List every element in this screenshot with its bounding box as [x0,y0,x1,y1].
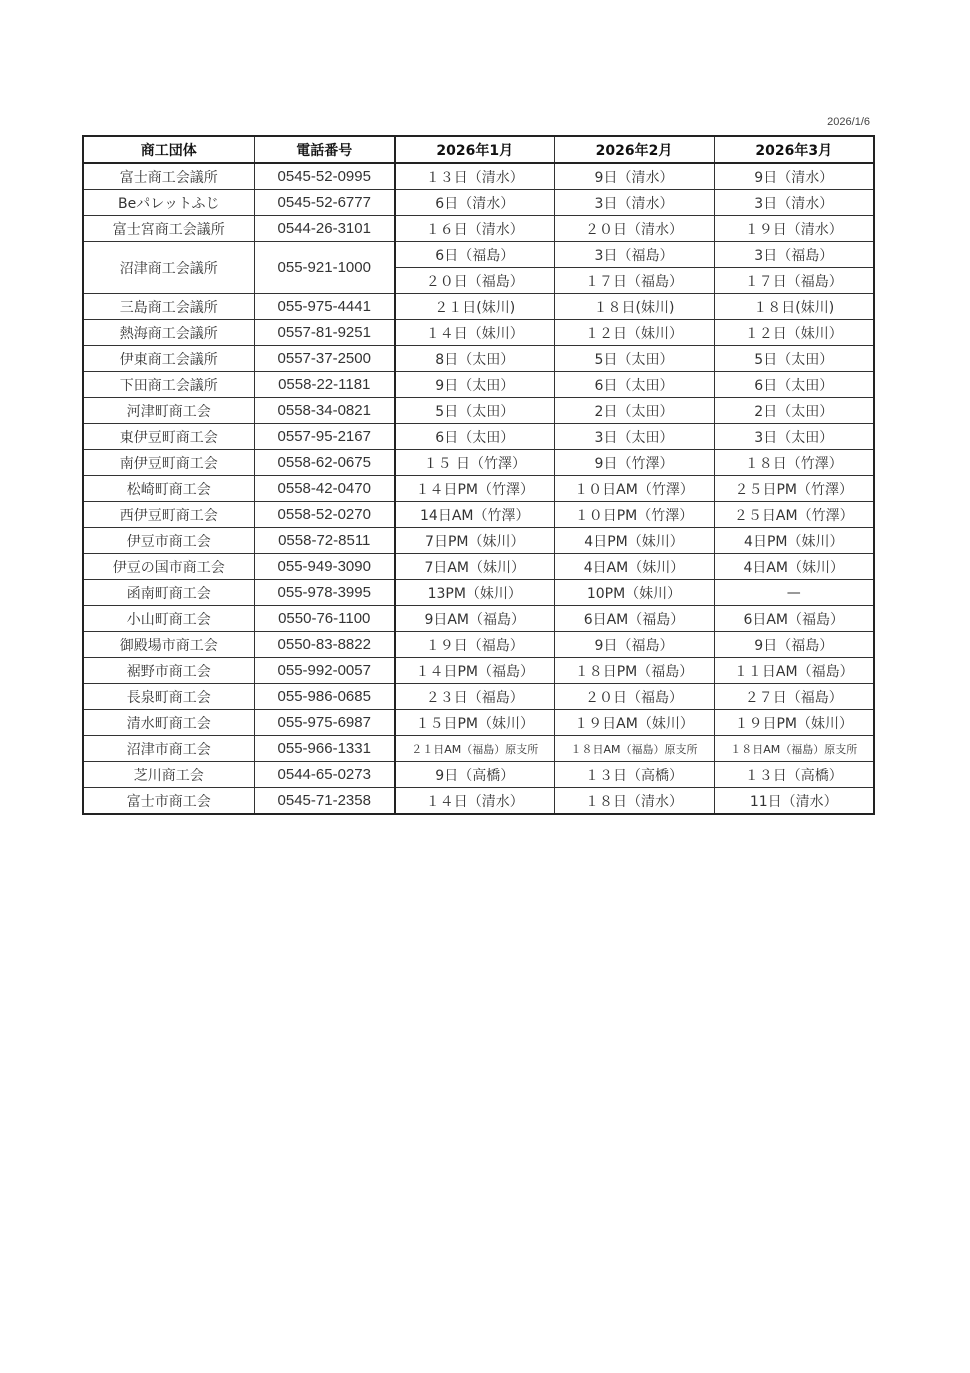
phone-cell: 055-975-6987 [254,710,395,736]
feb-cell: １９日AM（妹川） [554,710,714,736]
mar-cell: 9日（福島） [714,632,874,658]
jan-cell: ２０日（福島） [395,268,554,294]
header-organization: 商工団体 [83,136,254,163]
table-row [83,424,874,450]
table-row [83,450,874,476]
organization-cell: 西伊豆町商工会 [83,502,254,528]
feb-cell: 9日（清水） [554,163,714,190]
feb-cell: １７日（福島） [554,268,714,294]
phone-cell: 055-921-1000 [254,242,395,294]
feb-cell: 5日（太田） [554,346,714,372]
table-row [83,242,874,268]
feb-cell: １８日（清水） [554,788,714,815]
mar-cell: １１日AM（福島） [714,658,874,684]
jan-cell: 8日（太田） [395,346,554,372]
organization-cell: Beパレットふじ [83,190,254,216]
organization-cell: 伊豆市商工会 [83,528,254,554]
document-date: 2026/1/6 [827,116,870,128]
feb-cell: 3日（清水） [554,190,714,216]
jan-cell: １４日（清水） [395,788,554,815]
phone-cell: 0558-62-0675 [254,450,395,476]
table-header-row [83,136,874,163]
mar-cell: １８日AM（福島）原支所 [714,736,874,762]
phone-cell: 0557-37-2500 [254,346,395,372]
table-row [83,372,874,398]
mar-cell: 2日（太田） [714,398,874,424]
table-row [83,190,874,216]
organization-cell: 富士商工会議所 [83,163,254,190]
phone-cell: 0545-52-6777 [254,190,395,216]
jan-cell: 9日AM（福島） [395,606,554,632]
feb-cell: 6日（太田） [554,372,714,398]
phone-cell: 0558-42-0470 [254,476,395,502]
organization-cell: 清水町商工会 [83,710,254,736]
phone-cell: 0550-76-1100 [254,606,395,632]
jan-cell: 6日（清水） [395,190,554,216]
table-row [83,658,874,684]
mar-cell: 4日AM（妹川） [714,554,874,580]
feb-cell: １２日（妹川） [554,320,714,346]
feb-cell: １３日（高橋） [554,762,714,788]
organization-cell: 河津町商工会 [83,398,254,424]
phone-cell: 055-992-0057 [254,658,395,684]
jan-cell: １６日（清水） [395,216,554,242]
organization-cell: 小山町商工会 [83,606,254,632]
organization-cell: 南伊豆町商工会 [83,450,254,476]
mar-cell: 6日（太田） [714,372,874,398]
feb-cell: 9日（福島） [554,632,714,658]
jan-cell: 6日（福島） [395,242,554,268]
phone-cell: 055-966-1331 [254,736,395,762]
jan-cell: １４日PM（福島） [395,658,554,684]
jan-cell: 7日PM（妹川） [395,528,554,554]
mar-cell: 11日（清水） [714,788,874,815]
mar-cell: 3日（清水） [714,190,874,216]
organization-cell: 沼津市商工会 [83,736,254,762]
table-row [83,476,874,502]
organization-cell: 富士市商工会 [83,788,254,815]
organization-cell: 松崎町商工会 [83,476,254,502]
feb-cell: １８日AM（福島）原支所 [554,736,714,762]
schedule-table [82,135,875,815]
mar-cell: — [714,580,874,606]
phone-cell: 055-949-3090 [254,554,395,580]
jan-cell: ２３日（福島） [395,684,554,710]
table-row [83,580,874,606]
jan-cell: １４日（妹川） [395,320,554,346]
jan-cell: 9日（高橋） [395,762,554,788]
mar-cell: １８日(妹川) [714,294,874,320]
phone-cell: 055-986-0685 [254,684,395,710]
table-row [83,554,874,580]
jan-cell: １４日PM（竹澤） [395,476,554,502]
jan-cell: １９日（福島） [395,632,554,658]
phone-cell: 0550-83-8822 [254,632,395,658]
mar-cell: 6日AM（福島） [714,606,874,632]
table-row [83,163,874,190]
organization-cell: 富士宮商工会議所 [83,216,254,242]
feb-cell: １０日PM（竹澤） [554,502,714,528]
phone-cell: 0558-34-0821 [254,398,395,424]
organization-cell: 三島商工会議所 [83,294,254,320]
table-body [83,163,874,814]
mar-cell: 4日PM（妹川） [714,528,874,554]
feb-cell: １０日AM（竹澤） [554,476,714,502]
mar-cell: ２５日AM（竹澤） [714,502,874,528]
jan-cell: １３日（清水） [395,163,554,190]
organization-cell: 伊東商工会議所 [83,346,254,372]
header-feb: 2026年2月 [554,136,714,163]
jan-cell: 6日（太田） [395,424,554,450]
phone-cell: 0557-81-9251 [254,320,395,346]
organization-cell: 芝川商工会 [83,762,254,788]
phone-cell: 055-975-4441 [254,294,395,320]
feb-cell: 4日AM（妹川） [554,554,714,580]
mar-cell: ２５日PM（竹澤） [714,476,874,502]
table-row [83,528,874,554]
table-row [83,710,874,736]
mar-cell: 3日（太田） [714,424,874,450]
jan-cell: １５日PM（妹川） [395,710,554,736]
phone-cell: 0545-71-2358 [254,788,395,815]
mar-cell: 5日（太田） [714,346,874,372]
phone-cell: 0544-26-3101 [254,216,395,242]
table-row [83,684,874,710]
phone-cell: 0544-65-0273 [254,762,395,788]
feb-cell: 6日AM（福島） [554,606,714,632]
table-row [83,762,874,788]
table-row [83,216,874,242]
phone-cell: 055-978-3995 [254,580,395,606]
jan-cell: 13PM（妹川） [395,580,554,606]
mar-cell: １３日（高橋） [714,762,874,788]
mar-cell: ２７日（福島） [714,684,874,710]
jan-cell: 9日（太田） [395,372,554,398]
feb-cell: ２０日（福島） [554,684,714,710]
header-phone: 電話番号 [254,136,395,163]
phone-cell: 0557-95-2167 [254,424,395,450]
feb-cell: 2日（太田） [554,398,714,424]
jan-cell: ２１日AM（福島）原支所 [395,736,554,762]
jan-cell: １５ 日（竹澤） [395,450,554,476]
mar-cell: 9日（清水） [714,163,874,190]
jan-cell: ２１日(妹川) [395,294,554,320]
table-row [83,398,874,424]
mar-cell: 3日（福島） [714,242,874,268]
feb-cell: ２０日（清水） [554,216,714,242]
organization-cell: 下田商工会議所 [83,372,254,398]
organization-cell: 御殿場市商工会 [83,632,254,658]
organization-cell: 裾野市商工会 [83,658,254,684]
feb-cell: 3日（福島） [554,242,714,268]
organization-cell: 熱海商工会議所 [83,320,254,346]
feb-cell: 3日（太田） [554,424,714,450]
phone-cell: 0558-52-0270 [254,502,395,528]
mar-cell: １９日（清水） [714,216,874,242]
table-row [83,736,874,762]
mar-cell: １２日（妹川） [714,320,874,346]
organization-cell: 東伊豆町商工会 [83,424,254,450]
organization-cell: 函南町商工会 [83,580,254,606]
table-row [83,294,874,320]
feb-cell: 4日PM（妹川） [554,528,714,554]
jan-cell: 5日（太田） [395,398,554,424]
table-row [83,788,874,815]
feb-cell: 10PM（妹川） [554,580,714,606]
header-mar: 2026年3月 [714,136,874,163]
table-row [83,346,874,372]
jan-cell: 14日AM（竹澤） [395,502,554,528]
mar-cell: １９日PM（妹川） [714,710,874,736]
feb-cell: １８日PM（福島） [554,658,714,684]
mar-cell: １７日（福島） [714,268,874,294]
phone-cell: 0558-22-1181 [254,372,395,398]
header-jan: 2026年1月 [395,136,554,163]
mar-cell: １８日（竹澤） [714,450,874,476]
organization-cell: 長泉町商工会 [83,684,254,710]
jan-cell: 7日AM（妹川） [395,554,554,580]
feb-cell: 9日（竹澤） [554,450,714,476]
organization-cell: 沼津商工会議所 [83,242,254,294]
table-row [83,320,874,346]
table-row [83,606,874,632]
feb-cell: １８日(妹川) [554,294,714,320]
phone-cell: 0545-52-0995 [254,163,395,190]
table-row [83,502,874,528]
organization-cell: 伊豆の国市商工会 [83,554,254,580]
table-row [83,632,874,658]
phone-cell: 0558-72-8511 [254,528,395,554]
